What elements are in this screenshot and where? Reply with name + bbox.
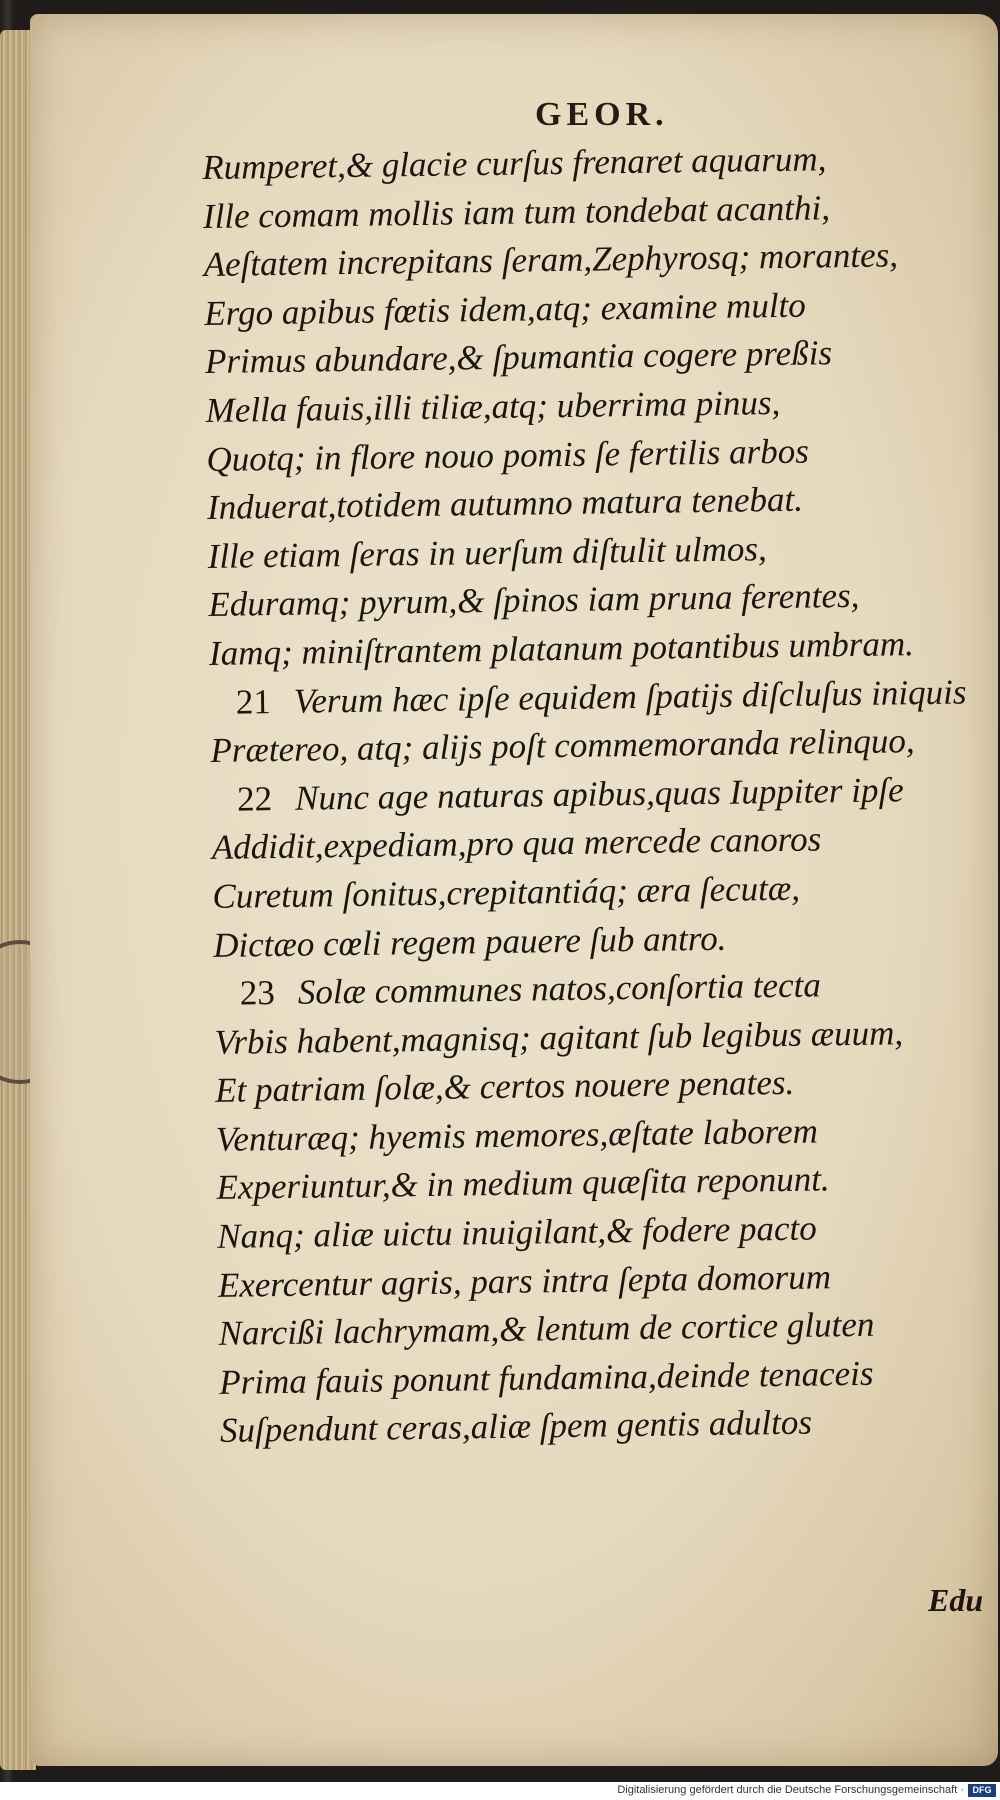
dfg-logo-icon: DFG <box>968 1784 996 1797</box>
verse-text: Aeſtatem increpitans ſeram,Zephyrosq; morantes, <box>203 235 899 285</box>
verse-text: Rumperet,& glacie curſus frenaret aquarum, <box>202 139 827 187</box>
verse-text: Exercentur agris, pars intra ſepta domorum <box>217 1256 832 1305</box>
verse-text: Induerat,totidem autumno matura tenebat. <box>206 479 804 528</box>
verse-text: Ille etiam ſeras in uerſum diſtulit ulmos, <box>207 528 767 576</box>
verse-number: 23 <box>239 973 276 1013</box>
verse-text: Eduramq; pyrum,& ſpinos iam pruna ferentes, <box>208 576 860 625</box>
verse-text: Curetum ſonitus,crepitantiáq; æra ſecutæ, <box>212 868 801 916</box>
verse-text: Solæ communes natos,conſortia tecta <box>297 965 822 1012</box>
verse-number: 21 <box>235 681 272 722</box>
verse-text: Primus abundare,& ſpumantia cogere preßis <box>204 333 833 382</box>
verse-text: Nanq; aliæ uictu inuigilant,& fodere pacto <box>216 1208 817 1256</box>
verse-number: 22 <box>236 778 273 819</box>
verse-text: Ille comam mollis iam tum tondebat acanthi, <box>202 187 831 236</box>
catchword: Edu <box>928 1582 984 1618</box>
footer-credit: Digitalisierung gefördert durch die Deutsche Forschungsgemeinschaft · <box>617 1784 964 1796</box>
running-head: GEOR. <box>535 96 669 133</box>
verse-text: Dictæo cœli regem pauere ſub antro. <box>212 918 727 965</box>
verse-text: Mella fauis,illi tiliæ,atq; uberrima pinus, <box>205 382 781 430</box>
book-page <box>30 14 998 1766</box>
verse-text: Quotq; in flore nouo pomis ſe fertilis arbos <box>206 431 810 479</box>
verse-text: Prætereo, atq; alijs poſt commemoranda relinquo, <box>210 721 915 771</box>
verse-text: Narcißi lachrymam,& lentum de cortice gluten <box>218 1304 875 1354</box>
verse-text: Addidit,expediam,pro qua mercede canoros <box>211 819 822 868</box>
verse-text: Ergo apibus fœtis idem,atq; examine multo <box>204 285 807 333</box>
verse-text: Prima fauis ponunt fundamina,deinde tenaceis <box>219 1353 874 1402</box>
verse-text: Suſpendunt ceras,aliæ ſpem gentis adultos <box>219 1403 813 1451</box>
verse-text: Verum hæc ipſe equidem ſpatijs diſcluſus iniquis <box>293 671 967 721</box>
verse-block <box>202 133 1000 1456</box>
verse-text: Experiuntur,& in medium quæſita reponunt. <box>216 1159 830 1208</box>
verse-text: Iamq; miniſtrantem platanum potantibus umbram. <box>208 624 915 673</box>
verse-text: Et patriam ſolæ,& certos nouere penates. <box>214 1063 795 1111</box>
verse-line <box>220 1396 1000 1456</box>
verse-text: Venturæq; hyemis memores,æſtate laborem <box>215 1111 819 1159</box>
verse-text: Nunc age naturas apibus,quas Iuppiter ipſe <box>294 769 904 818</box>
verse-text: Vrbis habent,magnisq; agitant ſub legibus æuum, <box>214 1012 904 1062</box>
